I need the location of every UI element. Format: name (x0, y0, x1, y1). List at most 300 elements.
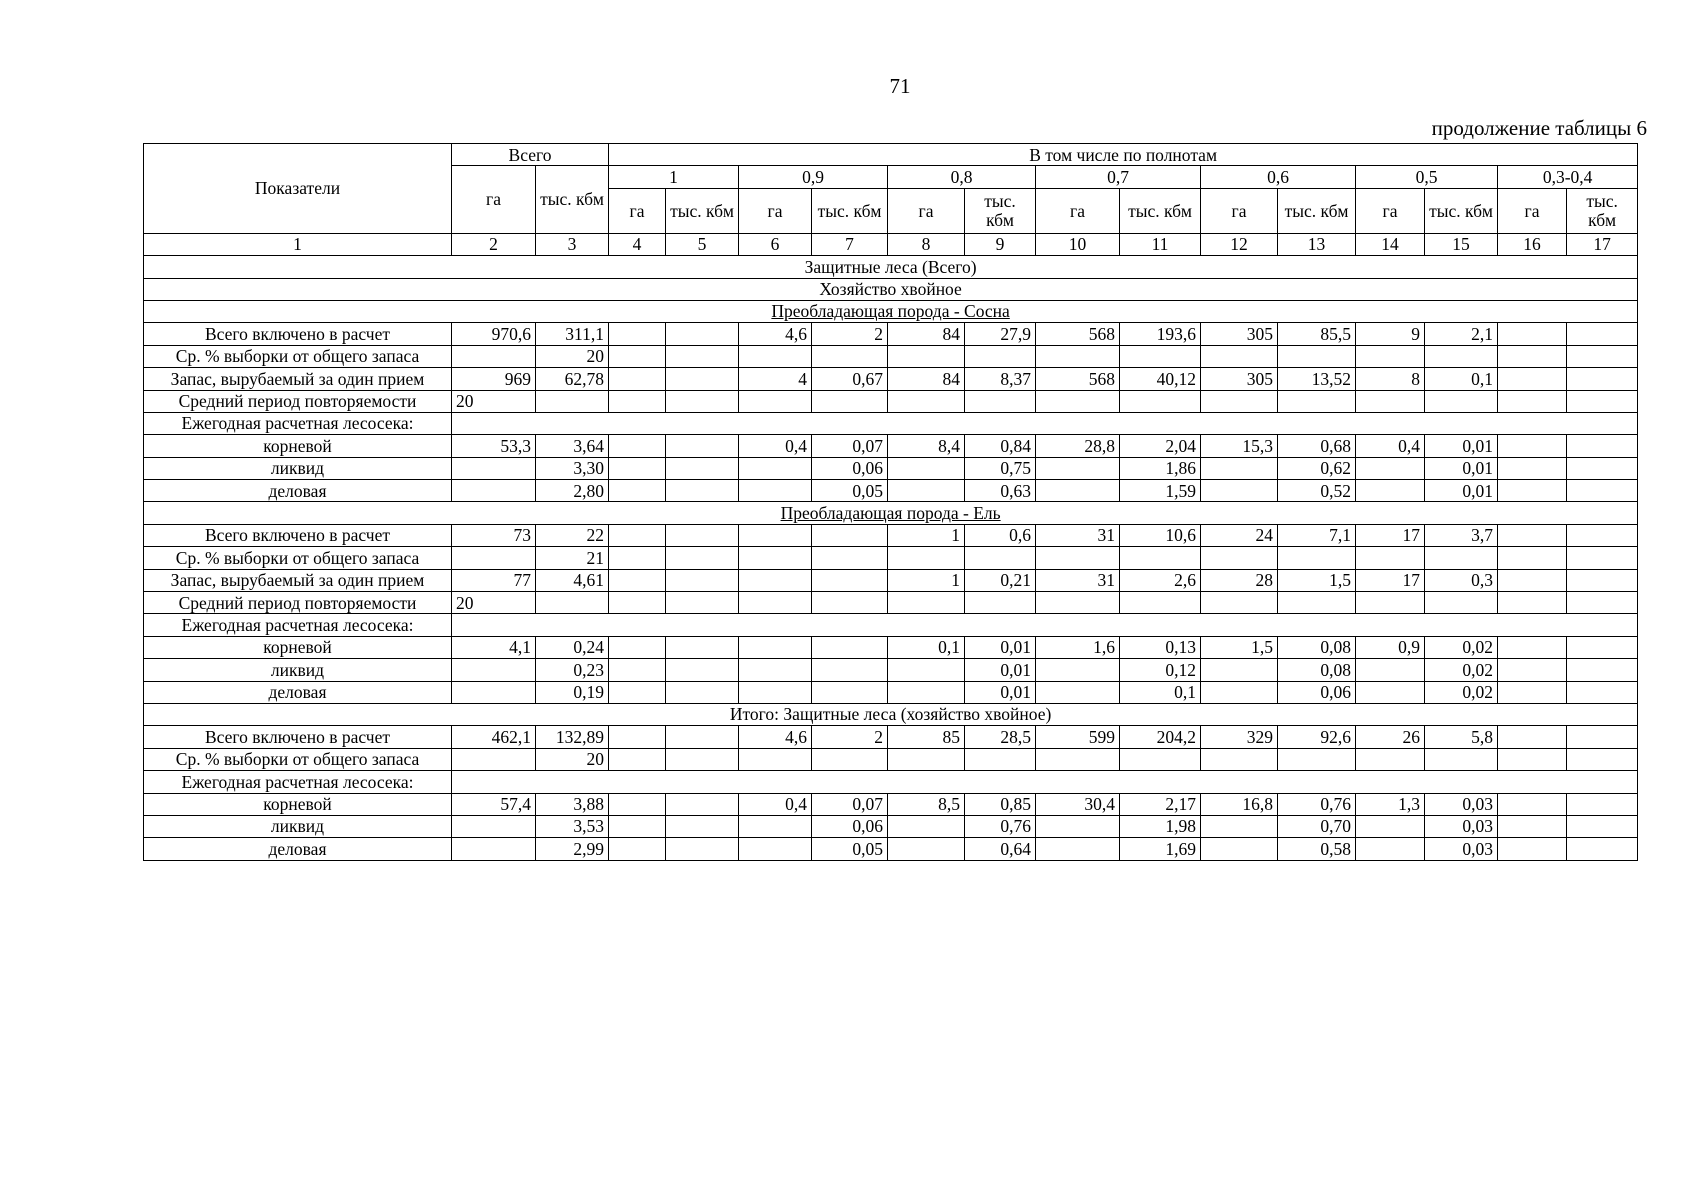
table-cell (739, 569, 812, 591)
table-cell: 1,6 (1036, 636, 1120, 658)
table-row (144, 793, 1638, 815)
table-cell (888, 592, 965, 614)
table-cell (812, 390, 888, 412)
table-cell (1567, 435, 1638, 457)
table-cell: 0,76 (965, 815, 1036, 837)
header-density-group: 0,9 (739, 166, 888, 188)
table-cell (812, 592, 888, 614)
column-number: 2 (452, 233, 536, 255)
table-cell (609, 457, 666, 479)
table-cell (666, 815, 739, 837)
table-cell (739, 390, 812, 412)
table-cell: 1,5 (1278, 569, 1356, 591)
table-cell (739, 547, 812, 569)
column-number: 4 (609, 233, 666, 255)
table-cell: 30,4 (1036, 793, 1120, 815)
table-cell: 132,89 (536, 726, 609, 748)
column-number: 14 (1356, 233, 1425, 255)
table-cell: 3,7 (1425, 524, 1498, 546)
table-cell (609, 345, 666, 367)
table-cell: 969 (452, 368, 536, 390)
table-cell (609, 636, 666, 658)
table-cell (609, 368, 666, 390)
table-cell (888, 480, 965, 502)
table-cell (965, 592, 1036, 614)
table-row (144, 457, 1638, 479)
table-cell (739, 815, 812, 837)
table-cell: 85,5 (1278, 323, 1356, 345)
table-cell: 0,75 (965, 457, 1036, 479)
table-row (144, 368, 1638, 390)
table-cell (965, 390, 1036, 412)
table-cell (1036, 457, 1120, 479)
table-cell (609, 390, 666, 412)
table-cell (1356, 480, 1425, 502)
table-cell (1120, 547, 1201, 569)
table-cell: 27,9 (965, 323, 1036, 345)
table-cell: 17 (1356, 524, 1425, 546)
table-cell: 0,68 (1278, 435, 1356, 457)
header-unit-ha: га (609, 188, 666, 233)
table-cell (1201, 815, 1278, 837)
row-label: деловая (144, 681, 452, 703)
table-cell: 0,02 (1425, 636, 1498, 658)
table-cell: 85 (888, 726, 965, 748)
column-number: 3 (536, 233, 609, 255)
table-cell: 26 (1356, 726, 1425, 748)
table-cell (666, 592, 739, 614)
column-number: 9 (965, 233, 1036, 255)
header-unit-volume: тыс. кбм (965, 188, 1036, 233)
header-indicators: Показатели (144, 144, 452, 234)
table-cell: 3,88 (536, 793, 609, 815)
table-cell (739, 524, 812, 546)
table-cell (1567, 838, 1638, 860)
table-cell: 0,01 (1425, 480, 1498, 502)
row-label: Запас, вырубаемый за один прием (144, 368, 452, 390)
table-cell (1498, 480, 1567, 502)
table-cell (609, 435, 666, 457)
row-label: Ср. % выборки от общего запаса (144, 345, 452, 367)
table-cell (1498, 748, 1567, 770)
table-cell (739, 480, 812, 502)
table-cell (1498, 659, 1567, 681)
table-cell (1356, 390, 1425, 412)
table-cell: 0,67 (812, 368, 888, 390)
table-cell (1036, 659, 1120, 681)
table-cell (888, 838, 965, 860)
table-cell: 0,03 (1425, 793, 1498, 815)
table-cell: 0,4 (739, 793, 812, 815)
table-cell: 21 (536, 547, 609, 569)
header-by-density: В том числе по полнотам (609, 144, 1638, 166)
table-cell (1278, 547, 1356, 569)
table-cell (1425, 592, 1498, 614)
table-cell: 9 (1356, 323, 1425, 345)
table-cell (666, 636, 739, 658)
table-cell: 0,03 (1425, 838, 1498, 860)
table-cell: 0,06 (1278, 681, 1356, 703)
table-cell (1356, 345, 1425, 367)
table-cell: 3,53 (536, 815, 609, 837)
table-cell (1567, 524, 1638, 546)
table-cell (1498, 793, 1567, 815)
table-cell (1567, 457, 1638, 479)
table-cell: 2 (812, 323, 888, 345)
table-cell (452, 659, 536, 681)
table-cell (1498, 435, 1567, 457)
table-cell: 0,3 (1425, 569, 1498, 591)
table-cell (812, 547, 888, 569)
header-unit-volume: тыс. кбм (1278, 188, 1356, 233)
column-number: 8 (888, 233, 965, 255)
table-cell (1036, 838, 1120, 860)
table-row (144, 547, 1638, 569)
table-cell (1567, 726, 1638, 748)
row-label: деловая (144, 838, 452, 860)
forest-table (143, 143, 1638, 861)
table-cell: 8,37 (965, 368, 1036, 390)
table-cell: 3,64 (536, 435, 609, 457)
table-cell: 20 (536, 345, 609, 367)
table-cell (452, 815, 536, 837)
table-cell (965, 748, 1036, 770)
table-cell: 0,9 (1356, 636, 1425, 658)
table-cell: 0,01 (965, 681, 1036, 703)
table-cell (609, 569, 666, 591)
table-cell (1356, 457, 1425, 479)
header-density-group: 1 (609, 166, 739, 188)
table-cell (452, 457, 536, 479)
table-cell (1278, 390, 1356, 412)
table-cell: 2 (812, 726, 888, 748)
table-cell (1567, 592, 1638, 614)
table-cell (1498, 345, 1567, 367)
header-density-group: 0,3-0,4 (1498, 166, 1638, 188)
table-cell (812, 659, 888, 681)
column-number: 6 (739, 233, 812, 255)
table-cell (609, 838, 666, 860)
table-cell: 0,1 (1120, 681, 1201, 703)
header-total-ha: га (452, 166, 536, 233)
table-cell (812, 748, 888, 770)
table-cell (1356, 815, 1425, 837)
table-cell (739, 636, 812, 658)
column-number: 1 (144, 233, 452, 255)
table-cell: 970,6 (452, 323, 536, 345)
table-cell: 73 (452, 524, 536, 546)
table-cell (1036, 681, 1120, 703)
row-label: ликвид (144, 457, 452, 479)
row-label: Ежегодная расчетная лесосека: (144, 412, 452, 434)
table-cell (666, 480, 739, 502)
table-row (144, 614, 1638, 636)
table-cell: 40,12 (1120, 368, 1201, 390)
table-cell (666, 435, 739, 457)
table-cell: 1,5 (1201, 636, 1278, 658)
table-continuation-caption: продолжение таблицы 6 (1431, 116, 1647, 140)
table-cell: 0,02 (1425, 681, 1498, 703)
table-cell (1567, 748, 1638, 770)
table-cell (1567, 480, 1638, 502)
row-label: ликвид (144, 659, 452, 681)
table-cell (888, 815, 965, 837)
table-cell (1356, 838, 1425, 860)
table-cell (1567, 793, 1638, 815)
table-cell: 8,4 (888, 435, 965, 457)
table-cell (739, 659, 812, 681)
table-cell (888, 748, 965, 770)
table-cell (452, 345, 536, 367)
table-cell: 1 (888, 569, 965, 591)
table-cell (1201, 345, 1278, 367)
table-cell (1201, 390, 1278, 412)
row-label: Ежегодная расчетная лесосека: (144, 614, 452, 636)
section-row-spruce (144, 502, 1638, 524)
table-cell: 329 (1201, 726, 1278, 748)
column-number: 15 (1425, 233, 1498, 255)
table-cell (609, 815, 666, 837)
table-cell (1498, 323, 1567, 345)
section-row-protective (144, 256, 1638, 278)
table-cell: 0,06 (812, 457, 888, 479)
table-cell: 0,21 (965, 569, 1036, 591)
table-cell (888, 659, 965, 681)
table-row (144, 748, 1638, 770)
table-cell-span (452, 412, 1638, 434)
table-cell: 3,30 (536, 457, 609, 479)
table-cell (666, 547, 739, 569)
header-density-group: 0,5 (1356, 166, 1498, 188)
table-cell (1567, 636, 1638, 658)
header-unit-volume: тыс. кбм (666, 188, 739, 233)
table-cell: 0,63 (965, 480, 1036, 502)
column-number: 16 (1498, 233, 1567, 255)
table-cell: 0,76 (1278, 793, 1356, 815)
table-cell: 0,06 (812, 815, 888, 837)
table-cell (452, 838, 536, 860)
table-cell: 599 (1036, 726, 1120, 748)
table-cell (666, 345, 739, 367)
row-label: Средний период повторяемости (144, 592, 452, 614)
table-cell: 0,07 (812, 793, 888, 815)
table-cell (666, 793, 739, 815)
table-cell (812, 524, 888, 546)
table-row (144, 569, 1638, 591)
table-cell: 7,1 (1278, 524, 1356, 546)
table-cell (812, 569, 888, 591)
row-label: Всего включено в расчет (144, 524, 452, 546)
header-unit-volume: тыс. кбм (812, 188, 888, 233)
row-label: ликвид (144, 815, 452, 837)
header-unit-volume: тыс. кбм (1120, 188, 1201, 233)
table-cell (1278, 592, 1356, 614)
table-cell (1498, 547, 1567, 569)
table-cell: 0,52 (1278, 480, 1356, 502)
table-cell (1036, 815, 1120, 837)
column-number: 13 (1278, 233, 1356, 255)
table-cell (1036, 480, 1120, 502)
table-cell: 2,1 (1425, 323, 1498, 345)
column-number: 12 (1201, 233, 1278, 255)
table-cell (812, 681, 888, 703)
section-title: Преобладающая порода - Сосна (144, 300, 1638, 322)
table-cell (1201, 838, 1278, 860)
header-row-column-numbers (144, 233, 1638, 255)
table-cell (739, 345, 812, 367)
table-cell (666, 390, 739, 412)
table-cell: 305 (1201, 323, 1278, 345)
table-cell: 13,52 (1278, 368, 1356, 390)
table-cell (1201, 457, 1278, 479)
table-cell (1120, 345, 1201, 367)
table-cell (1567, 368, 1638, 390)
table-cell: 31 (1036, 569, 1120, 591)
row-label: деловая (144, 480, 452, 502)
table-cell (609, 659, 666, 681)
table-cell (666, 726, 739, 748)
table-row (144, 435, 1638, 457)
table-cell (812, 345, 888, 367)
table-cell: 0,1 (888, 636, 965, 658)
column-number: 7 (812, 233, 888, 255)
table-cell: 28 (1201, 569, 1278, 591)
header-unit-volume: тыс. кбм (1425, 188, 1498, 233)
table-cell: 1 (888, 524, 965, 546)
table-cell: 568 (1036, 368, 1120, 390)
table-row (144, 681, 1638, 703)
row-label: Запас, вырубаемый за один прием (144, 569, 452, 591)
table-cell: 1,3 (1356, 793, 1425, 815)
table-cell: 28,5 (965, 726, 1036, 748)
table-cell: 0,02 (1425, 659, 1498, 681)
table-cell (452, 681, 536, 703)
table-cell (1120, 748, 1201, 770)
table-cell (1498, 726, 1567, 748)
table-cell (1567, 569, 1638, 591)
table-cell: 92,6 (1278, 726, 1356, 748)
table-row (144, 345, 1638, 367)
table-cell (666, 838, 739, 860)
table-cell: 2,17 (1120, 793, 1201, 815)
table-cell (1498, 838, 1567, 860)
table-cell: 0,03 (1425, 815, 1498, 837)
table-cell: 4,6 (739, 323, 812, 345)
table-cell (609, 323, 666, 345)
table-cell: 0,08 (1278, 659, 1356, 681)
table-cell (609, 480, 666, 502)
table-cell (1036, 592, 1120, 614)
column-number: 5 (666, 233, 739, 255)
row-label: Всего включено в расчет (144, 726, 452, 748)
table-cell (1567, 547, 1638, 569)
table-row (144, 659, 1638, 681)
column-number: 17 (1567, 233, 1638, 255)
table-cell: 28,8 (1036, 435, 1120, 457)
table-cell: 2,80 (536, 480, 609, 502)
row-label: корневой (144, 435, 452, 457)
table-cell: 2,04 (1120, 435, 1201, 457)
table-cell (888, 345, 965, 367)
table-row (144, 480, 1638, 502)
table-cell: 311,1 (536, 323, 609, 345)
table-row (144, 592, 1638, 614)
table-cell: 0,24 (536, 636, 609, 658)
table-row (144, 524, 1638, 546)
table-cell: 24 (1201, 524, 1278, 546)
row-label: Ср. % выборки от общего запаса (144, 748, 452, 770)
table-cell: 1,59 (1120, 480, 1201, 502)
table-cell (1567, 345, 1638, 367)
section-title: Итого: Защитные леса (хозяйство хвойное) (144, 703, 1638, 725)
table-cell (609, 592, 666, 614)
table-cell (609, 748, 666, 770)
page-number: 71 (889, 74, 911, 98)
table-cell: 0,6 (965, 524, 1036, 546)
table-cell (739, 681, 812, 703)
column-number: 11 (1120, 233, 1201, 255)
column-number: 10 (1036, 233, 1120, 255)
table-cell (965, 345, 1036, 367)
table-cell: 0,01 (1425, 435, 1498, 457)
table-cell-span (452, 614, 1638, 636)
section-title: Хозяйство хвойное (144, 278, 1638, 300)
table-cell (888, 681, 965, 703)
table-cell: 0,08 (1278, 636, 1356, 658)
header-unit-ha: га (1201, 188, 1278, 233)
table-row (144, 636, 1638, 658)
table-cell (1356, 592, 1425, 614)
row-label: Ср. % выборки от общего запаса (144, 547, 452, 569)
table-cell (1425, 345, 1498, 367)
row-label: корневой (144, 636, 452, 658)
table-cell (1278, 345, 1356, 367)
table-cell: 1,98 (1120, 815, 1201, 837)
table-cell (1201, 748, 1278, 770)
table-cell: 0,05 (812, 480, 888, 502)
table-cell: 0,13 (1120, 636, 1201, 658)
table-row (144, 838, 1638, 860)
table-cell: 17 (1356, 569, 1425, 591)
table-cell: 0,01 (1425, 457, 1498, 479)
table-cell (1356, 659, 1425, 681)
header-unit-ha: га (1498, 188, 1567, 233)
table-cell (452, 480, 536, 502)
table-cell (1567, 659, 1638, 681)
table-cell: 0,85 (965, 793, 1036, 815)
table-cell (609, 681, 666, 703)
table-cell: 22 (536, 524, 609, 546)
table-cell: 568 (1036, 323, 1120, 345)
table-cell: 4,1 (452, 636, 536, 658)
section-row-total (144, 703, 1638, 725)
table-cell (666, 659, 739, 681)
table-cell (1036, 390, 1120, 412)
table-cell: 4,61 (536, 569, 609, 591)
table-cell: 0,23 (536, 659, 609, 681)
section-title: Защитные леса (Всего) (144, 256, 1638, 278)
table-cell (1425, 547, 1498, 569)
row-label: Ежегодная расчетная лесосека: (144, 771, 452, 793)
table-cell (1567, 681, 1638, 703)
table-row (144, 771, 1638, 793)
table-cell (1356, 748, 1425, 770)
table-row (144, 815, 1638, 837)
table-cell (1201, 592, 1278, 614)
table-cell: 84 (888, 368, 965, 390)
table-cell: 193,6 (1120, 323, 1201, 345)
table-cell (1201, 480, 1278, 502)
